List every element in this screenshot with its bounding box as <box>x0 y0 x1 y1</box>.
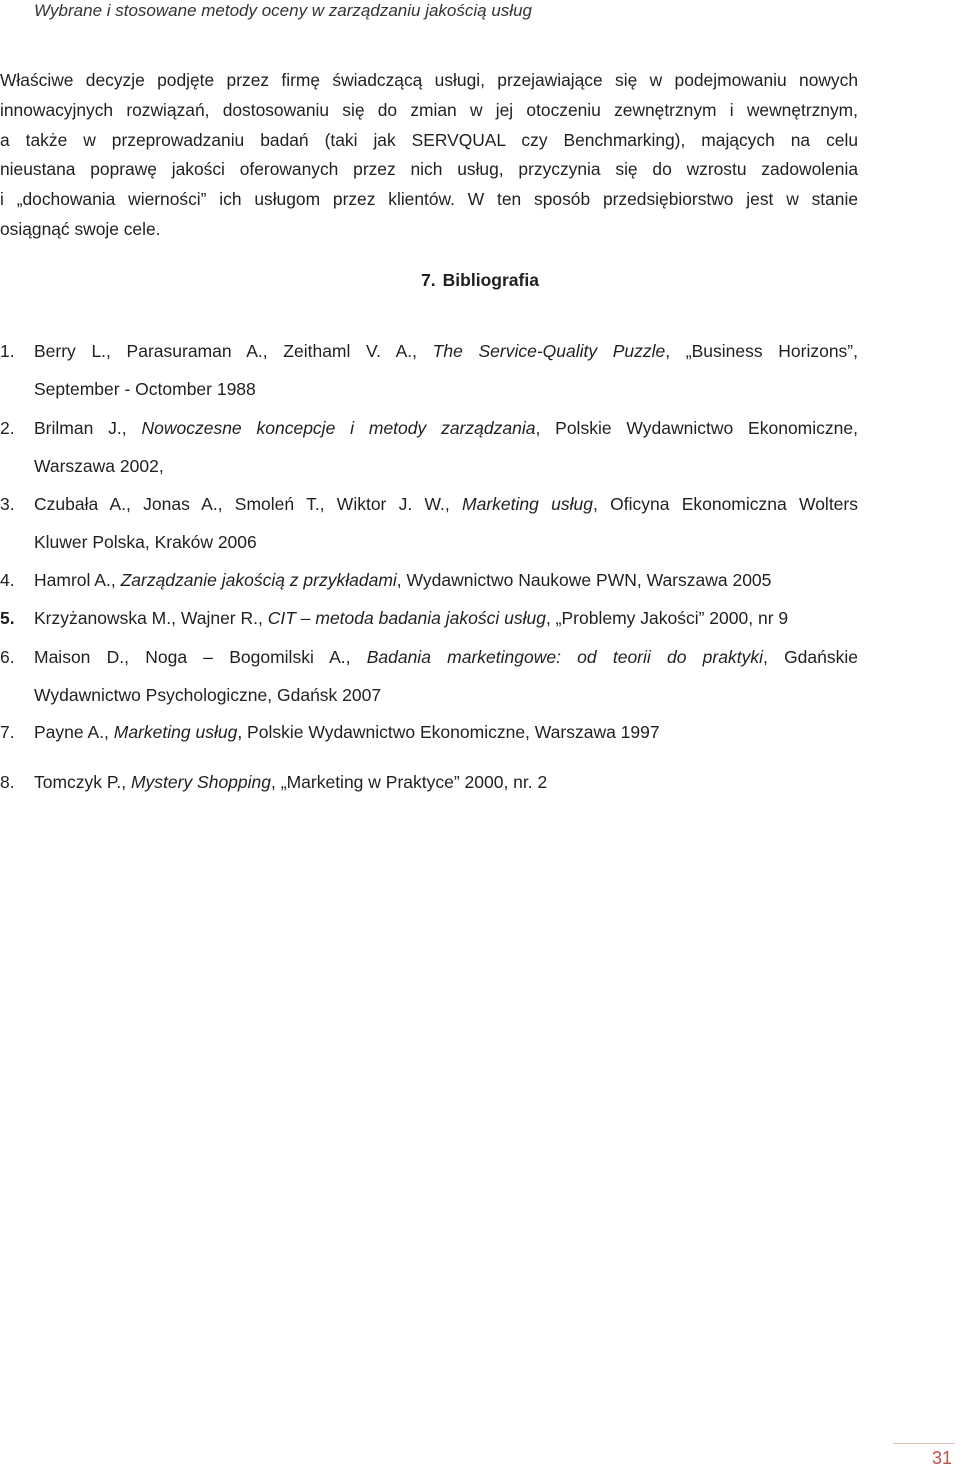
section-title: Bibliografia <box>442 270 539 290</box>
entry-publisher: , Polskie Wydawnictwo Ekonomiczne, Warszawa 1997 <box>237 722 660 742</box>
entry-citation <box>34 608 858 629</box>
paragraph-line: a także w przeprowadzaniu badań (taki jak SERVQUAL czy Benchmarking), mających na celu <box>0 129 858 150</box>
entry-title: The Service-Quality Puzzle <box>432 341 666 361</box>
entry-authors: Czubała A., Jonas A., Smoleń T., Wiktor J. W., <box>34 494 463 514</box>
entry-authors: Krzyżanowska M., Wajner R., <box>34 608 268 628</box>
entry-title: Marketing usług <box>462 494 593 514</box>
entry-title: Marketing usług <box>113 722 238 742</box>
entry-citation <box>34 722 858 743</box>
paragraph-line: innowacyjnych rozwiązań, dostosowaniu się do zmian w jej otoczeniu zewnętrznym i wewnętrznym, <box>0 99 858 120</box>
entry-citation <box>34 570 858 591</box>
entry-authors: Brilman J., <box>34 418 142 438</box>
entry-citation <box>34 647 858 668</box>
entry-authors: Berry L., Parasuraman A., Zeithaml V. A., <box>34 341 433 361</box>
entry-number: 1. <box>0 341 15 361</box>
entry-number: 3. <box>0 494 15 514</box>
running-header: Wybrane i stosowane metody oceny w zarządzaniu jakością usług <box>34 1 532 20</box>
entry-publisher: , Oficyna Ekonomiczna Wolters <box>592 494 858 514</box>
entry-number: 4. <box>0 570 15 590</box>
entry-citation <box>34 494 858 515</box>
entry-publisher: , Gdańskie <box>762 647 858 667</box>
entry-authors: Payne A., <box>34 722 114 742</box>
section-number: 7. <box>421 270 436 290</box>
entry-publisher: , „Marketing w Praktyce” 2000, nr. 2 <box>271 772 548 792</box>
entry-publisher: , Polskie Wydawnictwo Ekonomiczne, <box>535 418 858 438</box>
entry-continuation: Warszawa 2002, <box>34 456 164 476</box>
entry-title: Zarządzanie jakością z przykładami <box>120 570 397 590</box>
entry-authors: Hamrol A., <box>34 570 121 590</box>
entry-publisher: , Wydawnictwo Naukowe PWN, Warszawa 2005 <box>396 570 772 590</box>
entry-title: CIT – metoda badania jakości usług <box>267 608 546 628</box>
entry-title: Mystery Shopping <box>130 772 272 792</box>
entry-number: 8. <box>0 772 15 792</box>
entry-title: Badania marketingowe: od teorii do praktyki <box>366 647 763 667</box>
paragraph-line: osiągnąć swoje cele. <box>0 218 161 239</box>
entry-publisher: , „Problemy Jakości” 2000, nr 9 <box>545 608 789 628</box>
entry-number: 5. <box>0 608 15 628</box>
entry-title: Nowoczesne koncepcje i metody zarządzania <box>141 418 536 438</box>
entry-continuation: September - Octomber 1988 <box>34 379 256 399</box>
entry-citation <box>34 341 858 362</box>
paragraph-line: i „dochowania wierności” ich usługom przez klientów. W ten sposób przedsiębiorstwo jest w stanie <box>0 189 858 210</box>
entry-number: 6. <box>0 647 15 667</box>
entry-number: 2. <box>0 418 15 438</box>
entry-continuation: Wydawnictwo Psychologiczne, Gdańsk 2007 <box>34 685 382 705</box>
entry-number: 7. <box>0 722 15 742</box>
entry-publisher: , „Business Horizons”, <box>665 341 858 361</box>
section-heading <box>0 270 960 291</box>
paragraph-line: Właściwe decyzje podjęte przez firmę świadczącą usługi, przejawiające się w podejmowaniu nowych <box>0 70 858 90</box>
entry-citation <box>34 418 858 439</box>
entry-authors: Maison D., Noga – Bogomilski A., <box>34 647 367 667</box>
page-number-rule <box>893 1443 955 1444</box>
page-number: 31 <box>932 1448 953 1468</box>
intro-paragraph <box>0 66 858 245</box>
paragraph-line: nieustana poprawę jakości oferowanych przez nich usług, przyczynia się do wzrostu zadowolenia <box>0 159 858 180</box>
entry-continuation: Kluwer Polska, Kraków 2006 <box>34 532 257 552</box>
entry-authors: Tomczyk P., <box>34 772 131 792</box>
entry-citation <box>34 772 858 793</box>
